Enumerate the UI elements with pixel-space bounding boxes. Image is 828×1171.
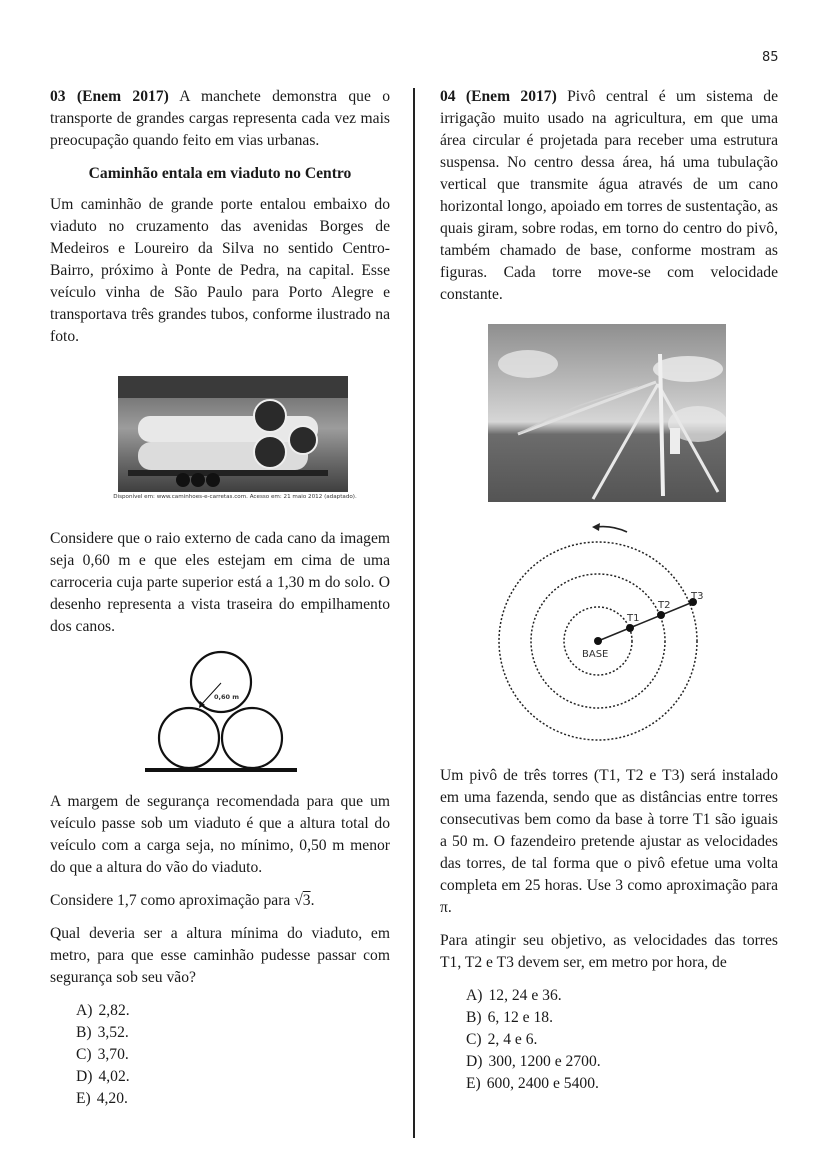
pivot-illustration — [488, 324, 726, 502]
approximation-text: Considere 1,7 como aproximação para √3. — [50, 892, 315, 909]
option-a[interactable]: A) 12, 24 e 36. — [466, 987, 562, 1004]
option-b[interactable]: B) 3,52. — [76, 1024, 129, 1041]
rotation-arrow-icon — [596, 527, 627, 532]
option-b[interactable]: B) 6, 12 e 18. — [466, 1009, 553, 1026]
news-headline: Caminhão entala em viaduto no Centro — [88, 165, 352, 182]
question-04-tail — [440, 765, 778, 1095]
question-03-tail — [50, 791, 390, 1110]
radius-label: 0,60 m — [214, 693, 240, 701]
question-04-prompt: Para atingir seu objetivo, as velocidades das torres T1, T2 e T3 devem ser, em metro por hora, de — [440, 932, 778, 971]
question-04-context: Um pivô de três torres (T1, T2 e T3) será instalado em uma fazenda, sendo que as distâncias entre torres consecutivas bem como da base à torre T1 são iguais a 50 m. O fazendeiro pretende ajustar as velocidades das torres, de tal forma que o pivô efetue uma volta completa em 25 horas. Use 3 como aproximação para π. — [440, 767, 778, 916]
option-d[interactable]: D) 4,02. — [76, 1068, 130, 1085]
option-c[interactable]: C) 2, 4 e 6. — [466, 1031, 538, 1048]
question-04 — [440, 86, 778, 306]
pivot-diagram — [494, 518, 718, 744]
tower-t1 — [626, 624, 634, 632]
question-04-intro: 04 (Enem 2017) Pivô central é um sistema de irrigação muito usado na agricultura, em que uma área circular é projetada para receber uma estrutura suspensa. No centro dessa área, há uma tubulação vertical que transmite água através de um cano horizontal longo, apoiado em torres de sustentação, as quais giram, sobre rodas, em torno do centro do pivô, também chamado de base, conforme mostram as figuras. Cada torre move-se com velocidade constante. — [440, 88, 779, 303]
tower-t2 — [657, 611, 665, 619]
base-label: BASE — [582, 649, 609, 660]
t3-label: T3 — [691, 591, 704, 602]
page-number: 85 — [762, 50, 779, 65]
option-e[interactable]: E) 4,20. — [76, 1090, 128, 1107]
question-03-context-block — [50, 528, 390, 638]
column-divider — [413, 88, 415, 1138]
option-c[interactable]: C) 3,70. — [76, 1046, 129, 1063]
truck-bed-line — [145, 768, 297, 772]
safety-margin-text: A margem de segurança recomendada para que um veículo passe sob um viaduto é que a altura total do veículo com a carga seja, no mínimo, 0,50 m menor do que a altura do vão do viaduto. — [50, 793, 390, 876]
news-article: Um caminhão de grande porte entalou embaixo do viaduto no cruzamento das avenidas Borges de Medeiros e Loureiro da Silva no sentido Centro-Bairro, próximo à Ponte de Pedra, na capital. Esse veículo vinha de São Paulo para Porto Alegre e transportava três grandes tubos, conforme ilustrado na foto. — [50, 196, 390, 345]
pivot-arm — [598, 602, 693, 641]
question-04-id: 04 (Enem 2017) — [440, 88, 557, 105]
truck-illustration — [118, 376, 348, 492]
t2-label: T2 — [658, 600, 671, 611]
question-03 — [50, 86, 390, 348]
question-03-id: 03 (Enem 2017) — [50, 88, 169, 105]
question-03-prompt: Qual deveria ser a altura mínima do viaduto, em metro, para que esse caminhão pudesse passar com segurança sob seu vão? — [50, 925, 390, 986]
photo-caption: Disponível em: www.caminhoes-e-carretas.com. Acesso em: 21 maio 2012 (adaptado). — [113, 494, 357, 500]
t1-label: T1 — [627, 613, 640, 624]
option-e[interactable]: E) 600, 2400 e 5400. — [466, 1075, 599, 1092]
question-04-options — [440, 985, 778, 1095]
pipe-stack-diagram — [142, 648, 302, 774]
center-pivot-photo — [488, 324, 726, 502]
option-a[interactable]: A) 2,82. — [76, 1002, 130, 1019]
option-d[interactable]: D) 300, 1200 e 2700. — [466, 1053, 601, 1070]
base-point — [594, 637, 602, 645]
pipe-bottom-right — [222, 708, 282, 768]
truck-photo — [118, 376, 348, 492]
question-03-options — [50, 1000, 390, 1110]
question-03-intro: 03 (Enem 2017) A manchete demonstra que o transporte de grandes cargas representa cada vez mais preocupação quando feito em vias urbanas. — [50, 88, 390, 149]
pipe-bottom-left — [159, 708, 219, 768]
question-03-context: Considere que o raio externo de cada cano da imagem seja 0,60 m e que eles estejam em cima de uma carroceria cuja parte superior está a 1,30 m do solo. O desenho representa a vista traseira do empilhamento dos canos. — [50, 530, 390, 635]
